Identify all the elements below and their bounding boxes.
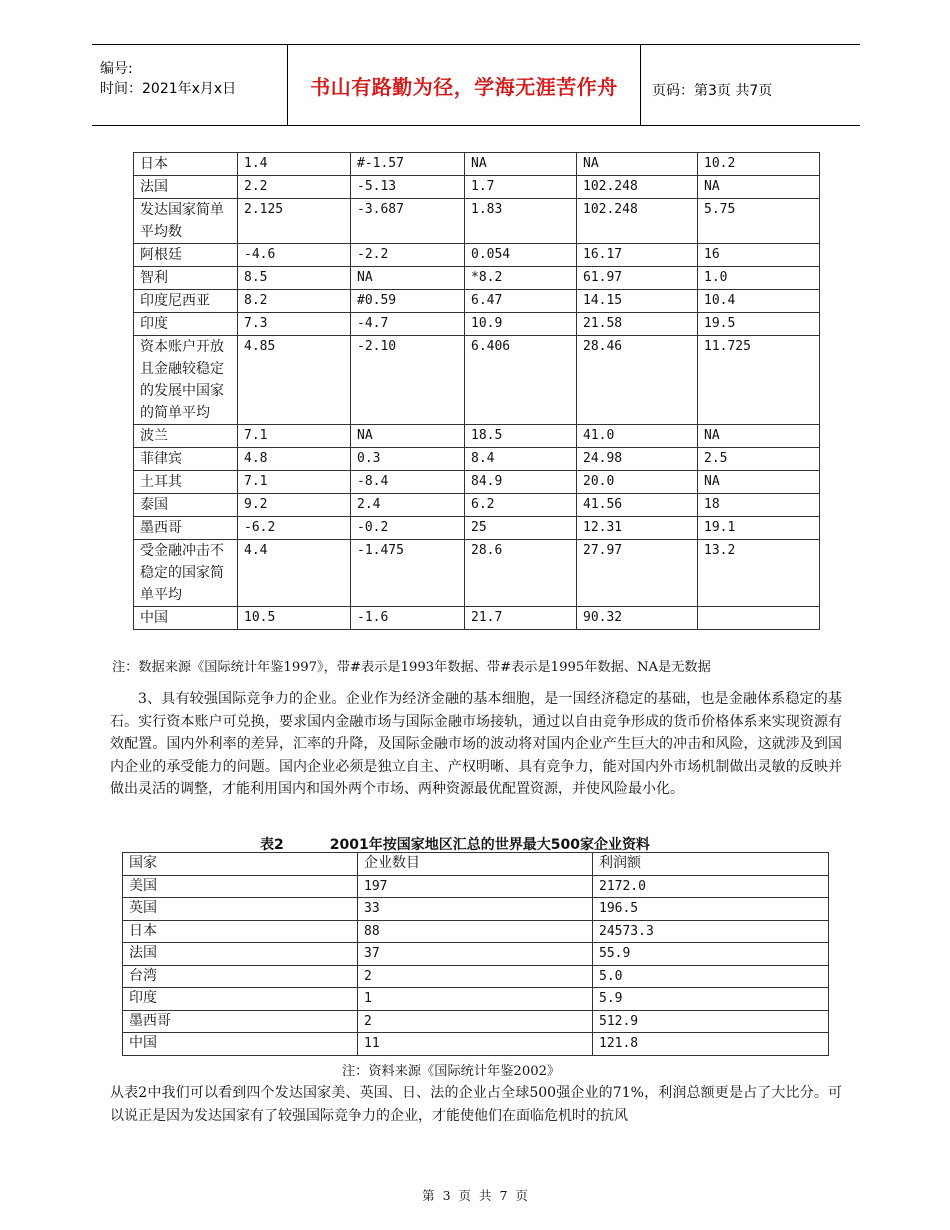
table-row — [123, 898, 829, 921]
table-cell: 84.9 — [465, 471, 577, 494]
table-cell: 37 — [358, 943, 593, 966]
table-cell: 512.9 — [593, 1010, 829, 1033]
table-cell: 5.0 — [593, 965, 829, 988]
table-cell: 90.32 — [577, 607, 698, 630]
table-row — [134, 267, 820, 290]
table-cell: 2.4 — [351, 494, 465, 517]
table-cell: 4.8 — [238, 448, 351, 471]
table-cell — [698, 607, 820, 630]
header-number-label: 编号: — [100, 61, 133, 77]
table-cell: 197 — [358, 875, 593, 898]
table-cell: 台湾 — [123, 965, 358, 988]
table-row — [123, 1033, 829, 1056]
table-cell: 9.2 — [238, 494, 351, 517]
table-cell: 41.56 — [577, 494, 698, 517]
table-cell: 55.9 — [593, 943, 829, 966]
table-cell: -1.6 — [351, 607, 465, 630]
table-cell: 英国 — [123, 898, 358, 921]
table-cell: 2.5 — [698, 448, 820, 471]
page-header — [92, 44, 860, 126]
table-row — [123, 920, 829, 943]
table-cell: 2 — [358, 1010, 593, 1033]
table-cell: 8.5 — [238, 267, 351, 290]
table-cell: 印度 — [134, 313, 238, 336]
table-cell: 19.5 — [698, 313, 820, 336]
table-cell: 24573.3 — [593, 920, 829, 943]
table-row — [134, 199, 820, 244]
table-1-body — [134, 153, 820, 630]
table-cell: -1.475 — [351, 540, 465, 607]
table-cell: -8.4 — [351, 471, 465, 494]
table-2 — [122, 852, 829, 1056]
table-cell: #0.59 — [351, 290, 465, 313]
table-cell: 印度 — [123, 988, 358, 1011]
table-cell: 41.0 — [577, 425, 698, 448]
table-cell: 菲律宾 — [134, 448, 238, 471]
table-row — [134, 153, 820, 176]
table-row — [134, 607, 820, 630]
table-cell: 日本 — [123, 920, 358, 943]
table-cell: 1.7 — [465, 176, 577, 199]
paragraph-2: 从表2中我们可以看到四个发达国家美、英国、日、法的企业占全球500强企业的71%，利润总额更是占了大比分。可以说正是因为发达国家有了较强国际竞争力的企业，才能使他们在面临危机时的抗风 — [110, 1085, 842, 1124]
table-cell: 墨西哥 — [134, 517, 238, 540]
table-cell: 1.4 — [238, 153, 351, 176]
table-cell: 日本 — [134, 153, 238, 176]
table-cell: 25 — [465, 517, 577, 540]
table-cell: 7.3 — [238, 313, 351, 336]
table-header-cell: 国家 — [123, 853, 358, 876]
table-cell: NA — [351, 267, 465, 290]
table-cell: 14.15 — [577, 290, 698, 313]
table-cell: #-1.57 — [351, 153, 465, 176]
table-cell: 6.2 — [465, 494, 577, 517]
table-cell: 121.8 — [593, 1033, 829, 1056]
table-cell: NA — [698, 176, 820, 199]
table-row — [134, 540, 820, 607]
table-cell: 中国 — [134, 607, 238, 630]
table-cell: 8.2 — [238, 290, 351, 313]
table-cell: 18 — [698, 494, 820, 517]
table-cell: 102.248 — [577, 176, 698, 199]
table-cell: 法国 — [123, 943, 358, 966]
table-cell: -2.10 — [351, 336, 465, 425]
table-cell: 16 — [698, 244, 820, 267]
table-cell: 发达国家简单平均数 — [134, 199, 238, 244]
table-cell: 20.0 — [577, 471, 698, 494]
table-2-body — [123, 853, 829, 1056]
table-cell: 11 — [358, 1033, 593, 1056]
table-cell: 10.4 — [698, 290, 820, 313]
table-cell: -5.13 — [351, 176, 465, 199]
table-cell: 13.2 — [698, 540, 820, 607]
table-cell: 10.2 — [698, 153, 820, 176]
table-1-note: 注：数据来源《国际统计年鉴1997》，带#表示是1993年数据、带#表示是1995年数据、NA是无数据 — [112, 660, 711, 675]
table-cell: 7.1 — [238, 471, 351, 494]
table-cell: 5.75 — [698, 199, 820, 244]
table-row — [134, 290, 820, 313]
table-cell: 61.97 — [577, 267, 698, 290]
table-cell: 土耳其 — [134, 471, 238, 494]
table-2-title — [260, 834, 650, 854]
table-cell: 资本账户开放且金融较稳定的发展中国家的简单平均 — [134, 336, 238, 425]
table-row — [123, 875, 829, 898]
table-cell: -0.2 — [351, 517, 465, 540]
table-cell: 28.46 — [577, 336, 698, 425]
table-cell: 8.4 — [465, 448, 577, 471]
table-row — [134, 176, 820, 199]
table-cell: 阿根廷 — [134, 244, 238, 267]
table-row — [123, 1010, 829, 1033]
table-row — [134, 336, 820, 425]
table-cell: 法国 — [134, 176, 238, 199]
table-cell: -6.2 — [238, 517, 351, 540]
table-cell: 24.98 — [577, 448, 698, 471]
table-cell: 21.58 — [577, 313, 698, 336]
table-header-row — [123, 853, 829, 876]
table-cell: 4.85 — [238, 336, 351, 425]
table-cell: 10.9 — [465, 313, 577, 336]
header-meta — [100, 59, 236, 99]
table-cell: 泰国 — [134, 494, 238, 517]
table-cell: 1 — [358, 988, 593, 1011]
paragraph-1: 3、具有较强国际竞争力的企业。企业作为经济金融的基本细胞，是一国经济稳定的基础，也是金融体系稳定的基石。实行资本账户可兑换，要求国内金融市场与国际金融市场接轨，通过以自由竞争形成的货币价格体系来实现资源有效配置。国内外利率的差异，汇率的升降，及国际金融市场的波动将对国内企业产生巨大的冲击和风险，这就涉及到国内企业的承受能力的问题。国内企业必须是独立自主、产权明晰、具有竞争力，能对国内外市场机制做出灵敏的反映并做出灵活的调整，才能利用国内和国外两个市场、两种资源最优配置资源，并使风险最小化。 — [110, 691, 842, 797]
table-cell: 2 — [358, 965, 593, 988]
page-footer: 第 3 页 共 7 页 — [422, 1188, 528, 1203]
table-row — [134, 517, 820, 540]
table-cell: 6.406 — [465, 336, 577, 425]
table-cell: -4.7 — [351, 313, 465, 336]
header-motto-cell — [287, 45, 641, 125]
table-cell: 智利 — [134, 267, 238, 290]
table-header-cell: 利润额 — [593, 853, 829, 876]
table-cell: 10.5 — [238, 607, 351, 630]
table-row — [123, 988, 829, 1011]
table-row — [123, 965, 829, 988]
table-cell: -4.6 — [238, 244, 351, 267]
table-row — [134, 313, 820, 336]
table-cell: 11.725 — [698, 336, 820, 425]
table-row — [134, 494, 820, 517]
table-cell: 中国 — [123, 1033, 358, 1056]
table-cell: 受金融冲击不稳定的国家简单平均 — [134, 540, 238, 607]
table-header-cell: 企业数目 — [358, 853, 593, 876]
header-motto: 书山有路勤为径，学海无涯苦作舟 — [310, 74, 618, 99]
table-cell: 6.47 — [465, 290, 577, 313]
table-cell: *8.2 — [465, 267, 577, 290]
table-cell: -2.2 — [351, 244, 465, 267]
table-cell: 102.248 — [577, 199, 698, 244]
table-cell: 12.31 — [577, 517, 698, 540]
table-cell: 33 — [358, 898, 593, 921]
table-cell: 1.83 — [465, 199, 577, 244]
header-time-label: 时间：2021年x月x日 — [100, 81, 237, 97]
table-1 — [133, 152, 820, 630]
table-cell: -3.687 — [351, 199, 465, 244]
table-cell: 27.97 — [577, 540, 698, 607]
table-row — [123, 943, 829, 966]
table-cell: 4.4 — [238, 540, 351, 607]
table-cell: 美国 — [123, 875, 358, 898]
table-row — [134, 448, 820, 471]
table-cell: 印度尼西亚 — [134, 290, 238, 313]
table-row — [134, 425, 820, 448]
table-2-caption: 2001年按国家地区汇总的世界最大500家企业资料 — [329, 837, 650, 853]
table-cell: 2172.0 — [593, 875, 829, 898]
header-page-info: 页码：第3页 共7页 — [652, 83, 773, 99]
table-row — [134, 471, 820, 494]
table-cell: NA — [351, 425, 465, 448]
table-row — [134, 244, 820, 267]
table-cell: NA — [465, 153, 577, 176]
table-cell: 196.5 — [593, 898, 829, 921]
table-cell: 7.1 — [238, 425, 351, 448]
table-cell: 28.6 — [465, 540, 577, 607]
table-cell: 2.125 — [238, 199, 351, 244]
table-cell: 21.7 — [465, 607, 577, 630]
table-cell: 18.5 — [465, 425, 577, 448]
table-2-note: 注：资料来源《国际统计年鉴2002》 — [342, 1064, 561, 1079]
table-cell: 墨西哥 — [123, 1010, 358, 1033]
table-cell: 1.0 — [698, 267, 820, 290]
table-cell: 16.17 — [577, 244, 698, 267]
table-cell: 波兰 — [134, 425, 238, 448]
table-cell: 0.054 — [465, 244, 577, 267]
table-cell: NA — [698, 425, 820, 448]
table-cell: 88 — [358, 920, 593, 943]
table-cell: 5.9 — [593, 988, 829, 1011]
table-cell: 2.2 — [238, 176, 351, 199]
table-cell: 0.3 — [351, 448, 465, 471]
table-cell: 19.1 — [698, 517, 820, 540]
table-cell: NA — [577, 153, 698, 176]
table-2-number: 表2 — [260, 837, 284, 853]
table-cell: NA — [698, 471, 820, 494]
